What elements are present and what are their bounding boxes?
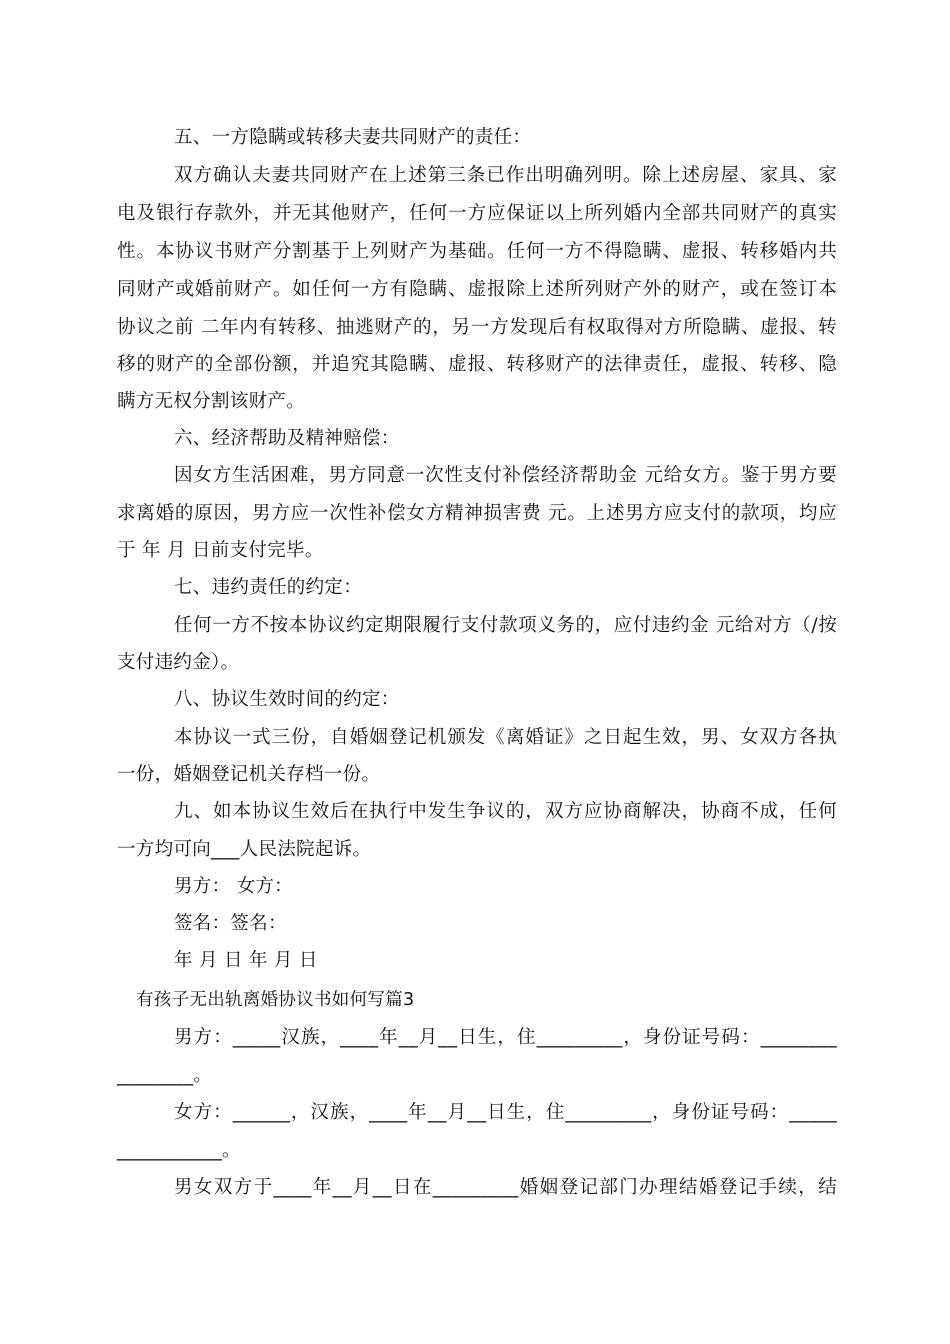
paragraph-line: 双方确认夫妻共同财产在上述第三条已作出明确列明。除上述房屋、家具、家 xyxy=(174,165,837,186)
form-line-man: 男方：_____汉族，____年__月__日生，住_________，身份证号码：________ xyxy=(174,1027,837,1048)
paragraph-line: 性。本协议书财产分割基于上列财产为基础。任何一方不得隐瞒、虚报、转移婚内共 xyxy=(117,241,837,262)
section-title: 有孩子无出轨离婚协议书如何写篇3 xyxy=(136,990,415,1010)
paragraph-line: 求离婚的原因，男方应一次性补偿女方精神损害费 元。上述男方应支付的款项，均应 xyxy=(117,503,837,524)
form-line: ________。 xyxy=(117,1065,213,1086)
section-5-heading: 五、一方隐瞒或转移夫妻共同财产的责任： xyxy=(174,127,532,148)
section-6-heading: 六、经济帮助及精神赔偿： xyxy=(174,428,400,449)
form-line-marriage: 男女双方于____年__月__日在_________婚姻登记部门办理结婚登记手续，结 xyxy=(174,1177,837,1198)
paragraph-line: 支付违约金）。 xyxy=(117,652,240,673)
paragraph-line: 任何一方不按本协议约定期限履行支付款项义务的，应付违约金 元给对方（/按 xyxy=(174,615,837,636)
section-7-heading: 七、违约责任的约定： xyxy=(174,577,363,598)
paragraph-line: 一方均可向___人民法院起诉。 xyxy=(117,839,372,860)
paragraph-line: 协议之前 二年内有转移、抽逃财产的，另一方发现后有权取得对方所隐瞒、虚报、转 xyxy=(117,317,837,338)
signature-dates: 年 月 日 年 月 日 xyxy=(174,950,318,971)
paragraph-line: 移的财产的全部份额，并追究其隐瞒、虚报、转移财产的法律责任，虚报、转移、隐 xyxy=(117,354,837,375)
section-9-line: 九、如本协议生效后在执行中发生争议的，双方应协商解决，协商不成，任何 xyxy=(174,801,837,822)
section-8-heading: 八、协议生效时间的约定： xyxy=(174,689,400,710)
paragraph-line: 瞒方无权分割该财产。 xyxy=(117,391,306,412)
paragraph-line: 一份，婚姻登记机关存档一份。 xyxy=(117,764,381,785)
paragraph-line: 于 年 月 日前支付完毕。 xyxy=(117,540,324,561)
signature-names: 签名：签名： xyxy=(174,913,287,934)
paragraph-line: 本协议一式三份，自婚姻登记机颁发《离婚证》之日起生效，男、女双方各执 xyxy=(174,727,837,748)
paragraph-line: 因女方生活困难，男方同意一次性支付补偿经济帮助金 元给女方。鉴于男方要 xyxy=(174,465,837,486)
paragraph-line: 同财产或婚前财产。如任何一方有隐瞒、虚报除上述所列财产外的财产，或在签订本 xyxy=(117,279,837,300)
form-line-woman: 女方：______，汉族，____年__月__日生，住_________，身份证号码：_____ xyxy=(174,1102,837,1123)
form-line: ___________。 xyxy=(117,1140,241,1161)
signature-parties: 男方： 女方： xyxy=(174,876,293,897)
paragraph-line: 电及银行存款外，并无其他财产，任何一方应保证以上所列婚内全部共同财产的真实 xyxy=(117,203,837,224)
